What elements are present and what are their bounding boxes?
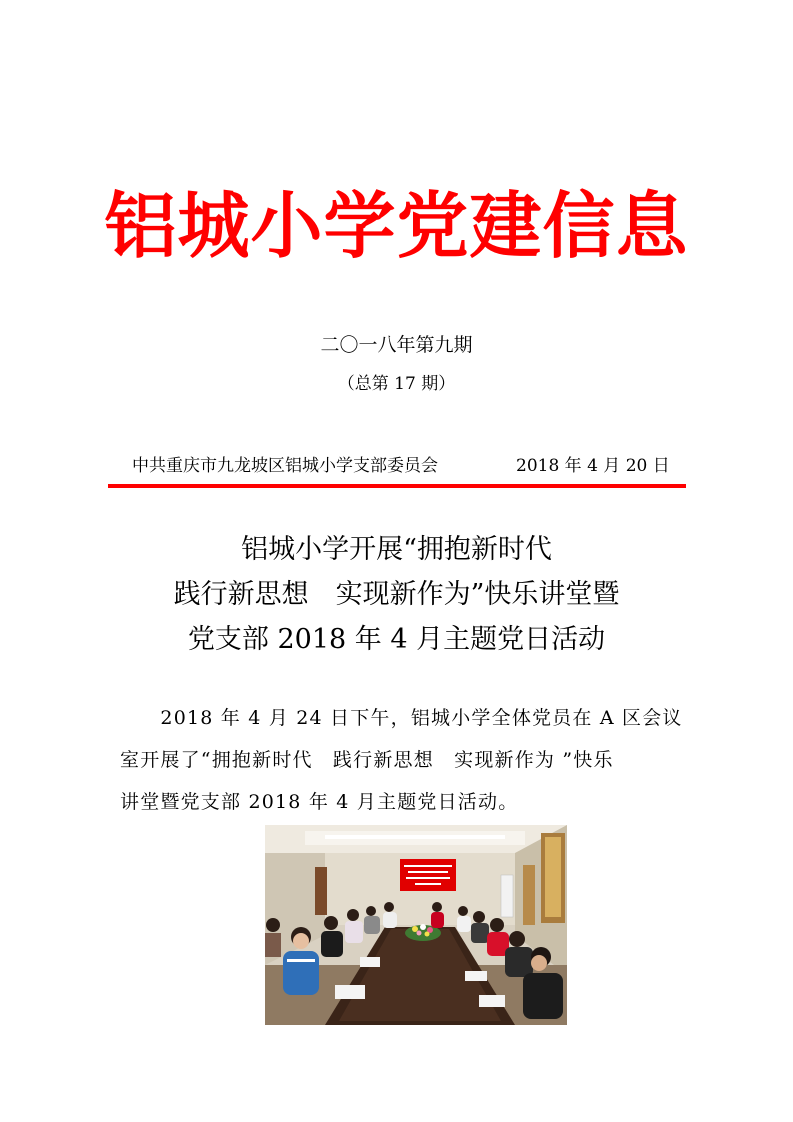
headline-line: 铝城小学开展“拥抱新时代 xyxy=(241,534,552,565)
body-line: 2018 年 4 月 24 日下午，铝城小学全体党员在 A 区会议 xyxy=(120,707,683,729)
publisher-org: 中共重庆市九龙坡区铝城小学支部委员会 xyxy=(132,456,438,476)
projection-screen xyxy=(400,859,456,891)
body-line: 室开展了“拥抱新时代 践行新思想 实现新作为 ”快乐 xyxy=(120,749,614,771)
article-headline xyxy=(0,527,793,662)
body-line: 讲堂暨党支部 2018 年 4 月主题党日活动。 xyxy=(120,791,519,813)
publish-date: 2018 年 4 月 20 日 xyxy=(516,456,670,476)
issue-total: （总第 17 期） xyxy=(337,374,456,394)
meeting-photo xyxy=(265,825,567,1025)
issue-number: 二〇一八年第九期 xyxy=(320,334,473,356)
headline-line: 践行新思想 实现新作为”快乐讲堂暨 xyxy=(173,579,620,610)
headline-line: 党支部 2018 年 4 月主题党日活动 xyxy=(187,624,606,655)
article-body xyxy=(120,697,683,823)
masthead-title: 铝城小学党建信息 xyxy=(104,184,689,268)
red-divider xyxy=(108,484,686,488)
